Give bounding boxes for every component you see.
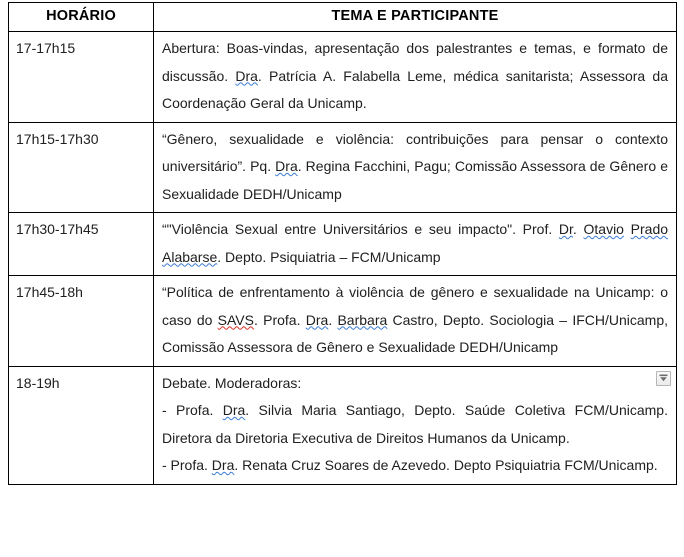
topic-paragraph — [162, 452, 668, 480]
cell-topic — [154, 366, 677, 484]
table-body — [9, 32, 677, 485]
topic-text: . Patrícia A. Falabella Leme, médica sanitarista; Assessora da Coordenação Geral da Unicamp. — [162, 67, 668, 111]
cell-time: 18-19h — [9, 366, 154, 484]
topic-text: . Profa. — [253, 311, 306, 328]
grammar-underline-text: Dra — [235, 67, 258, 84]
column-header-tema-participante: TEMA E PARTICIPANTE — [154, 3, 677, 32]
grammar-underline-text: Dra — [305, 311, 329, 328]
topic-text — [624, 221, 631, 237]
table-row — [9, 122, 677, 213]
topic-paragraph — [162, 370, 668, 398]
cell-time: 17h30-17h45 — [9, 213, 154, 276]
table-row — [9, 213, 677, 276]
grammar-underline-text: Barbara — [337, 311, 388, 328]
topic-paragraph — [162, 397, 668, 452]
topic-text: Castro, Depto. Sociologia – IFCH/Unicamp, Comissão Assessora de Gênero e Sexualidade DEDH/Unicamp — [162, 311, 669, 355]
topic-text: . Regina Facchini, Pagu; Comissão Assessora de Gênero e Sexualidade DEDH/Unicamp — [162, 158, 668, 202]
cell-time: 17h45-18h — [9, 276, 154, 367]
table-row — [9, 32, 677, 123]
topic-text: Abertura: Boas-vindas, apresentação dos palestrantes e temas, e formato de discussão. — [162, 40, 668, 84]
grammar-underline-text: Dra — [275, 158, 298, 174]
topic-text: . Silvia Maria Santiago, Depto. Saúde Coletiva FCM/Unicamp. Diretora da Diretoria Executiva de Direitos Humanos da Unicamp. — [162, 402, 668, 446]
cell-topic — [154, 122, 677, 213]
topic-paragraph — [162, 35, 668, 118]
table-row — [9, 366, 677, 484]
topic-text: - Profa. — [162, 457, 212, 473]
topic-text: . Depto. Psiquiatria – FCM/Unicamp — [217, 248, 441, 265]
row-handle-button[interactable] — [656, 371, 671, 386]
cell-time: 17-17h15 — [9, 32, 154, 123]
topic-paragraph — [162, 126, 668, 209]
table-row — [9, 276, 677, 367]
topic-text: “"Violência Sexual entre Universitários e seu impacto". Prof. — [162, 221, 559, 237]
cell-topic — [154, 213, 677, 276]
grammar-underline-text: Prado Alabarse — [162, 221, 669, 265]
topic-text: . Renata Cruz Soares de Azevedo. Depto Psiquiatria FCM/Unicamp. — [234, 457, 658, 473]
spelling-underline-text: SAVS — [217, 311, 254, 328]
topic-text: - Profa. — [162, 402, 223, 418]
topic-text: Debate. Moderadoras: — [162, 374, 302, 391]
grammar-underline-text: Dr — [558, 221, 573, 237]
schedule-table — [8, 2, 677, 485]
topic-text: “Política de enfrentamento à violência de gênero e sexualidade na Unicamp: o caso do — [162, 284, 668, 328]
topic-text: “Gênero, sexualidade e violência: contribuições para pensar o contexto universitário”. Pq. — [162, 130, 668, 174]
cell-topic — [154, 32, 677, 123]
column-header-horario: HORÁRIO — [9, 3, 154, 32]
grammar-underline-text: Dra — [211, 457, 235, 473]
grammar-underline-text: Otavio — [583, 221, 624, 237]
topic-text: . — [328, 311, 338, 328]
topic-paragraph — [162, 216, 668, 271]
chevron-down-icon — [659, 374, 668, 382]
cell-time: 17h15-17h30 — [9, 122, 154, 213]
cell-topic — [154, 276, 677, 367]
topic-text: . — [572, 221, 584, 237]
header-row — [9, 3, 677, 32]
grammar-underline-text: Dra — [222, 402, 246, 418]
table-header — [9, 3, 677, 32]
topic-paragraph — [162, 279, 668, 362]
